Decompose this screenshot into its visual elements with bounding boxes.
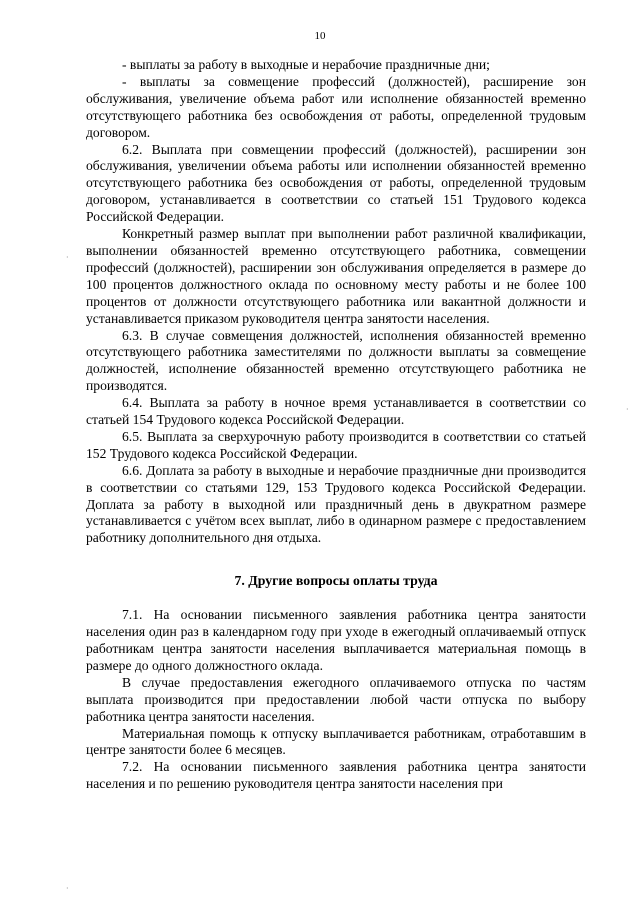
paragraph-6-4: 6.4. Выплата за работу в ночное время устанавливается в соответствии со статьей 154 Трудового кодекса Российской Федерации.	[86, 395, 586, 428]
paragraph-6-6: 6.6. Доплата за работу в выходные и нерабочие праздничные дни производится в соответствии со статьями 129, 153 Трудового кодекса Российской Федерации. Доплата за работу в выходной или праздничный день в двукратном размере устанавливается с учётом всех выплат, либо в одинарном размере с предоставлением работнику дополнительного дня отдыха.	[86, 462, 586, 546]
paragraph-bullet-weekend-pay: - выплаты за работу в выходные и нерабочие праздничные дни;	[122, 57, 490, 72]
paragraph-material-aid: Материальная помощь к отпуску выплачивается работникам, отработавшим в центре занятости более 6 месяцев.	[86, 725, 586, 758]
paragraph-partial-leave: В случае предоставления ежегодного оплачиваемого отпуска по частям выплата производится при предоставлении любой части отпуска по выбору работника центра занятости населения.	[86, 674, 586, 724]
document-body	[86, 57, 586, 793]
paragraph-6-5: 6.5. Выплата за сверхурочную работу производится в соответствии со статьей 152 Трудового кодекса Российской Федерации.	[86, 428, 586, 461]
scan-speck: ·	[626, 405, 629, 414]
paragraph-6-2: 6.2. Выплата при совмещении профессий (должностей), расширении зон обслуживания, увеличении объема работы или исполнении обязанностей временно отсутствующего работника без освобождения от работы, определенной трудовым договором, устанавливается в соответствии со статьей 151 Трудового кодекса Российской Федерации.	[86, 141, 586, 225]
paragraph-bullet-combination-pay: - выплаты за совмещение профессий (должностей), расширение зон обслуживания, увеличение объема работ или исполнение обязанностей временно отсутствующего работника без освобождения от работы, определенной трудовым договором.	[86, 73, 586, 140]
section-heading-7: 7. Другие вопросы оплаты труда	[234, 573, 438, 589]
paragraph-specific-amount: Конкретный размер выплат при выполнении работ различной квалификации, выполнении обязанностей временно отсутствующего работника, совмещении профессий (должностей), расширении зон обслуживания определяется в размере до 100 процентов должностного оклада по основному месту работы и не более 100 процентов от должности отсутствующего работника или вакантной должности и устанавливается приказом руководителя центра занятости населения.	[86, 226, 586, 326]
paragraph-6-3: 6.3. В случае совмещения должностей, исполнения обязанностей временно отсутствующего работника заместителями по должности выплаты за совмещение должностей, исполнение обязанностей временно отсутствующего работника не производятся.	[86, 327, 586, 394]
paragraph-7-2: 7.2. На основании письменного заявления работника центра занятости населения и по решению руководителя центра занятости населения при	[86, 759, 586, 792]
scan-speck: ·	[66, 253, 69, 262]
page-number: 10	[314, 30, 326, 42]
paragraph-7-1: 7.1. На основании письменного заявления работника центра занятости населения один раз в календарном году при уходе в ежегодный оплачиваемый отпуск работникам центра занятости населения выплачивается материальная помощь в размере до одного должностного оклада.	[86, 607, 586, 673]
scan-speck: ·	[66, 884, 69, 893]
